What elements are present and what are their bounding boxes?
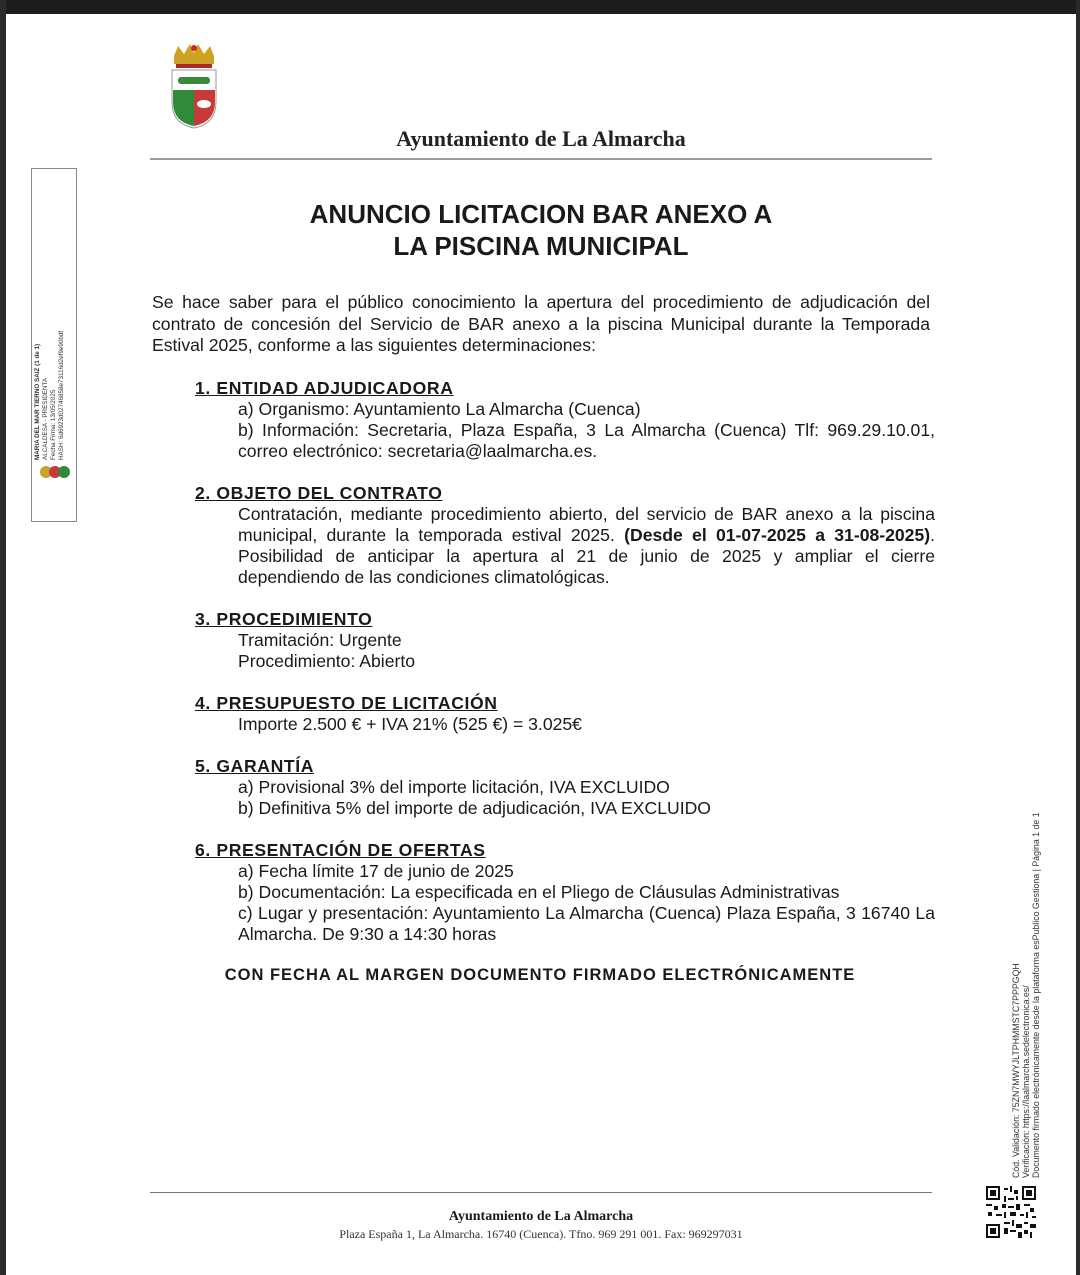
signature-line: HASH: 6d6923d02746858e73116d2ef9e90bdf: [58, 330, 65, 460]
signature-line: Fecha Firma: 13/05/2025: [50, 389, 57, 460]
document-title: [150, 198, 932, 262]
section-presupuesto: [195, 693, 935, 735]
section-item: a) Organismo: Ayuntamiento La Almarcha (Cuenca): [238, 399, 641, 419]
section-objeto: [195, 483, 935, 588]
section-procedimiento: [195, 609, 935, 672]
section-heading: 3. PROCEDIMIENTO: [195, 609, 373, 629]
section-ofertas: [195, 840, 935, 945]
section-garantia: [195, 756, 935, 819]
section-heading: 5. GARANTÍA: [195, 756, 315, 776]
signature-line: ALCALDESA - PRESIDENTA: [42, 377, 49, 460]
header-divider: [150, 158, 932, 160]
footer-title: Ayuntamiento de La Almarcha: [448, 1209, 634, 1224]
section-heading: 1. ENTIDAD ADJUDICADORA: [195, 378, 454, 398]
verification-url: Verificación: https://laalmarcha.sedelectronica.es/: [1021, 985, 1031, 1178]
header-title: Ayuntamiento de La Almarcha: [396, 126, 686, 151]
section-item: b) Documentación: La especificada en el Pliego de Cláusulas Administrativas: [238, 882, 840, 902]
section-item: a) Provisional 3% del importe licitación, IVA EXCLUIDO: [238, 777, 670, 797]
signature-line: MARIA DEL MAR TIERNO SAIZ (1 de 1): [34, 343, 41, 460]
title-line-2: LA PISCINA MUNICIPAL: [393, 231, 689, 261]
section-heading: 2. OBJETO DEL CONTRATO: [195, 483, 443, 503]
objeto-dates: (Desde el 01-07-2025 a 31-08-2025): [624, 525, 931, 545]
section-text: [238, 504, 935, 588]
verification-note: Documento firmado electrónicamente desde la plataforma esPublico Gestiona | Página 1 de 1: [1031, 812, 1041, 1178]
section-item: a) Fecha límite 17 de junio de 2025: [238, 861, 514, 881]
window-frame-top: [0, 0, 1080, 14]
section-heading: 4. PRESUPUESTO DE LICITACIÓN: [195, 693, 498, 713]
objeto-text-2: . Posibilidad de anticipar la apertura al 21 de junio de 2025 y ampliar el cierre dependiendo de las condiciones climatológicas.: [238, 525, 936, 587]
footer-address: Plaza España 1, La Almarcha. 16740 (Cuenca). Tfno. 969 291 001. Fax: 969297031: [339, 1227, 743, 1241]
section-item: b) Definitiva 5% del importe de adjudicación, IVA EXCLUIDO: [238, 798, 711, 818]
section-entidad: [195, 378, 935, 462]
coat-of-arms-icon: [168, 44, 220, 130]
section-item: Tramitación: Urgente: [238, 630, 402, 650]
window-frame-right: [1076, 0, 1080, 1275]
section-item: c) Lugar y presentación: Ayuntamiento La Almarcha (Cuenca) Plaza España, 3 16740 La Almarcha. De 9:30 a 14:30 horas: [238, 903, 935, 944]
objeto-text: Contratación, mediante procedimiento abierto, del servicio de BAR anexo a la piscina municipal, durante la temporada estival 2025.: [238, 504, 935, 545]
closing-statement: CON FECHA AL MARGEN DOCUMENTO FIRMADO ELECTRÓNICAMENTE: [224, 966, 856, 984]
qr-code-icon: [986, 1186, 1036, 1238]
section-item: Importe 2.500 € + IVA 21% (525 €) = 3.025€: [238, 714, 582, 734]
section-item: b) Información: Secretaria, Plaza España, 3 La Almarcha (Cuenca) Tlf: 969.29.10.01, correo electrónico: secretaria@laalmarcha.es.: [238, 420, 935, 461]
intro-paragraph: Se hace saber para el público conocimiento la apertura del procedimiento de adjudicación del contrato de concesión del Servicio de BAR anexo a la piscina Municipal durante la Temporada Estival 2025, conforme a las siguientes determinaciones:: [152, 292, 930, 355]
section-heading: 6. PRESENTACIÓN DE OFERTAS: [195, 840, 486, 860]
verification-code: Cód. Validación: 75ZN7MWYJLTPHMMSTC7PPPGQH: [1011, 963, 1021, 1178]
title-line-1: ANUNCIO LICITACION BAR ANEXO A: [309, 199, 773, 229]
signature-seal-icon: [38, 462, 72, 482]
verification-text: [1011, 798, 1041, 1178]
signature-text: [34, 120, 66, 460]
footer-divider: [150, 1192, 932, 1193]
section-item: Procedimiento: Abierto: [238, 651, 416, 671]
window-frame-left: [0, 0, 6, 1275]
